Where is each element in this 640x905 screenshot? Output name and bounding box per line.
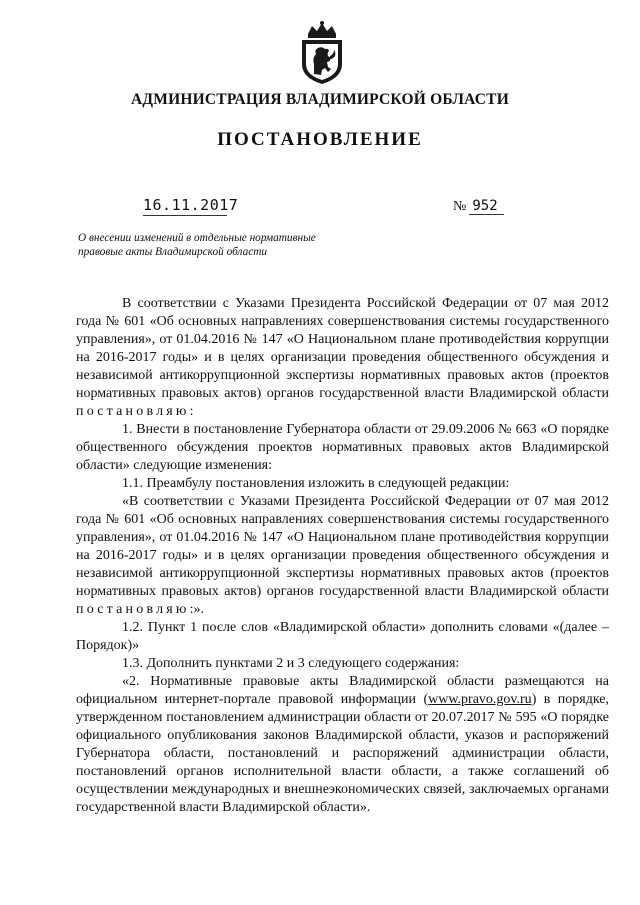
paragraph-item-2-text-a: «2. Нормативные правовые акты Владимирской области размещаются на официальном интернет-портале правовой информации ( [76,674,609,707]
number-value: 952 [469,198,503,215]
decree-word: постановляю [76,404,190,419]
organization-name: АДМИНИСТРАЦИЯ ВЛАДИМИРСКОЙ ОБЛАСТИ [131,91,509,108]
paragraph-item-1-2: 1.2. Пункт 1 после слов «Владимирской области» дополнить словами «(далее – Порядок)» [76,620,609,653]
paragraph-item-2-quoted [76,673,609,817]
paragraph-item-1: 1. Внести в постановление Губернатора области от 29.09.2006 № 663 «О порядке общественного обсуждения проектов нормативных правовых актов Владимирской области» следующие изменения: [76,422,609,473]
number-prefix: № [453,199,467,214]
document-subject [78,231,378,259]
document-body [76,295,609,817]
paragraph-preamble-end: : [189,404,194,419]
subject-line-2: правовые акты Владимирской области [78,246,268,258]
document-number [453,198,504,215]
paragraph-item-2-text-b: ) в порядке, утвержденном постановлением администрации области от 20.07.2017 № 595 «О порядке официального опубликования законов Владимирской области, указов и распоряжений Губернатора области, постановлений и распоряжений администрации области, постановлений органов исполнительной власти области, а также соглашений об осуществлении международных и внешнеэкономических связей, заключаемых органами государственной власти Владимирской области». [76,692,610,815]
paragraph-new-preamble-text: «В соответствии с Указами Президента Российской Федерации от 07 мая 2012 года № 601 «Об основных направлениях совершенствования системы государственного управления», от 01.04.2016 № 147 «О Национальном плане противодействия коррупции на 2016-2017 годы» и в целях организации проведения общественного обсуждения и независимой антикоррупционной экспертизы нормативных правовых актов (проектов нормативных правовых актов) органов государственной власти Владимирской области [76,494,609,599]
paragraph-new-preamble-end: :». [189,602,204,617]
document-type-title: ПОСТАНОВЛЕНИЕ [217,129,423,150]
coat-of-arms-icon [294,20,350,86]
paragraph-preamble [76,295,609,421]
paragraph-preamble-text: В соответствии с Указами Президента Российской Федерации от 07 мая 2012 года № 601 «Об основных направлениях совершенствования системы государственного управления», от 01.04.2016 № 147 «О Национальном плане противодействия коррупции на 2016-2017 годы» и в целях организации проведения общественного обсуждения и независимой антикоррупционной экспертизы нормативных правовых актов (проектов нормативных правовых актов) органов государственной власти Владимирской области [76,296,609,401]
pravo-portal-link[interactable]: www.pravo.gov.ru [428,692,532,707]
paragraph-item-1-3: 1.3. Дополнить пунктами 2 и 3 следующего содержания: [122,656,460,671]
document-date: 16.11.2017 [143,196,239,214]
decree-word-quoted: постановляю [76,602,190,617]
subject-line-1: О внесении изменений в отдельные нормативные [78,232,316,244]
paragraph-new-preamble [76,493,609,619]
paragraph-item-1-1: 1.1. Преамбулу постановления изложить в следующей редакции: [122,476,510,491]
